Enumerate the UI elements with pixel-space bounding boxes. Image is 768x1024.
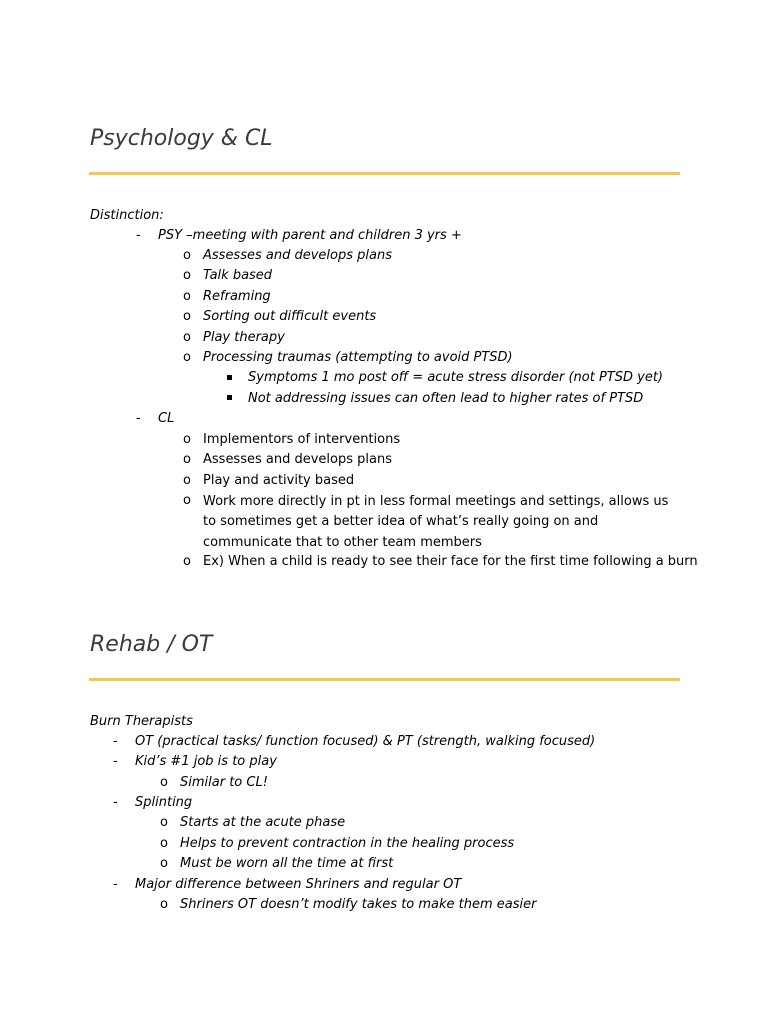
rehab-subitem: Helps to prevent contraction in the healing process [180, 836, 515, 851]
section-heading-psychology: Psychology & CL [90, 126, 273, 151]
psy-item: Play therapy [203, 330, 285, 345]
rehab-item: Major difference between Shriners and regular OT [135, 877, 462, 892]
psy-label: PSY –meeting with parent and children 3 yrs + [158, 228, 462, 243]
circle-bullet: o [183, 330, 191, 345]
circle-bullet: o [183, 289, 191, 304]
psy-subitem: Symptoms 1 mo post off = acute stress disorder (not PTSD yet) [248, 370, 663, 385]
cl-item: Play and activity based [203, 473, 355, 488]
cl-item: Assesses and develops plans [203, 452, 392, 467]
circle-bullet: o [183, 473, 191, 488]
circle-bullet: o [183, 493, 191, 508]
square-bullet [227, 395, 232, 400]
circle-bullet: o [160, 815, 168, 830]
cl-label: CL [158, 411, 175, 426]
dash-bullet: - [136, 228, 141, 243]
circle-bullet: o [183, 350, 191, 365]
rehab-item: Splinting [135, 795, 193, 810]
rehab-item: OT (practical tasks/ function focused) & PT (strength, walking focused) [135, 734, 596, 749]
cl-item: Implementors of interventions [203, 432, 401, 447]
circle-bullet: o [183, 268, 191, 283]
cl-item: Work more directly in pt in less formal meetings and settings, allows us to sometimes get a better idea of what’s really going on and communicate that to other team members [203, 494, 669, 550]
psy-item: Reframing [203, 289, 271, 304]
dash-bullet: - [113, 734, 118, 749]
circle-bullet: o [183, 452, 191, 467]
rehab-subitem: Similar to CL! [180, 775, 268, 790]
cl-item: Ex) When a child is ready to see their face for the first time following a burn [203, 554, 698, 569]
section-heading-rehab: Rehab / OT [90, 632, 213, 657]
intro-burn-therapists: Burn Therapists [90, 714, 193, 729]
circle-bullet: o [160, 836, 168, 851]
dash-bullet: - [113, 877, 118, 892]
dash-bullet: - [113, 795, 118, 810]
psy-subitem: Not addressing issues can often lead to higher rates of PTSD [248, 391, 644, 406]
circle-bullet: o [183, 432, 191, 447]
circle-bullet: o [183, 554, 191, 569]
dash-bullet: - [136, 411, 141, 426]
rehab-item: Kid’s #1 job is to play [135, 754, 277, 769]
dash-bullet: - [113, 754, 118, 769]
circle-bullet: o [160, 897, 168, 912]
rehab-subitem: Shriners OT doesn’t modify takes to make them easier [180, 897, 537, 912]
circle-bullet: o [160, 775, 168, 790]
rehab-subitem: Starts at the acute phase [180, 815, 346, 830]
circle-bullet: o [183, 248, 191, 263]
heading-rule [89, 678, 680, 681]
rehab-subitem: Must be worn all the time at first [180, 856, 394, 871]
heading-rule [89, 172, 680, 175]
intro-distinction: Distinction: [90, 208, 164, 223]
psy-item: Talk based [203, 268, 273, 283]
circle-bullet: o [160, 856, 168, 871]
square-bullet [227, 375, 232, 380]
psy-item: Assesses and develops plans [203, 248, 392, 263]
circle-bullet: o [183, 309, 191, 324]
psy-item: Processing traumas (attempting to avoid PTSD) [203, 350, 513, 365]
psy-item: Sorting out difficult events [203, 309, 377, 324]
